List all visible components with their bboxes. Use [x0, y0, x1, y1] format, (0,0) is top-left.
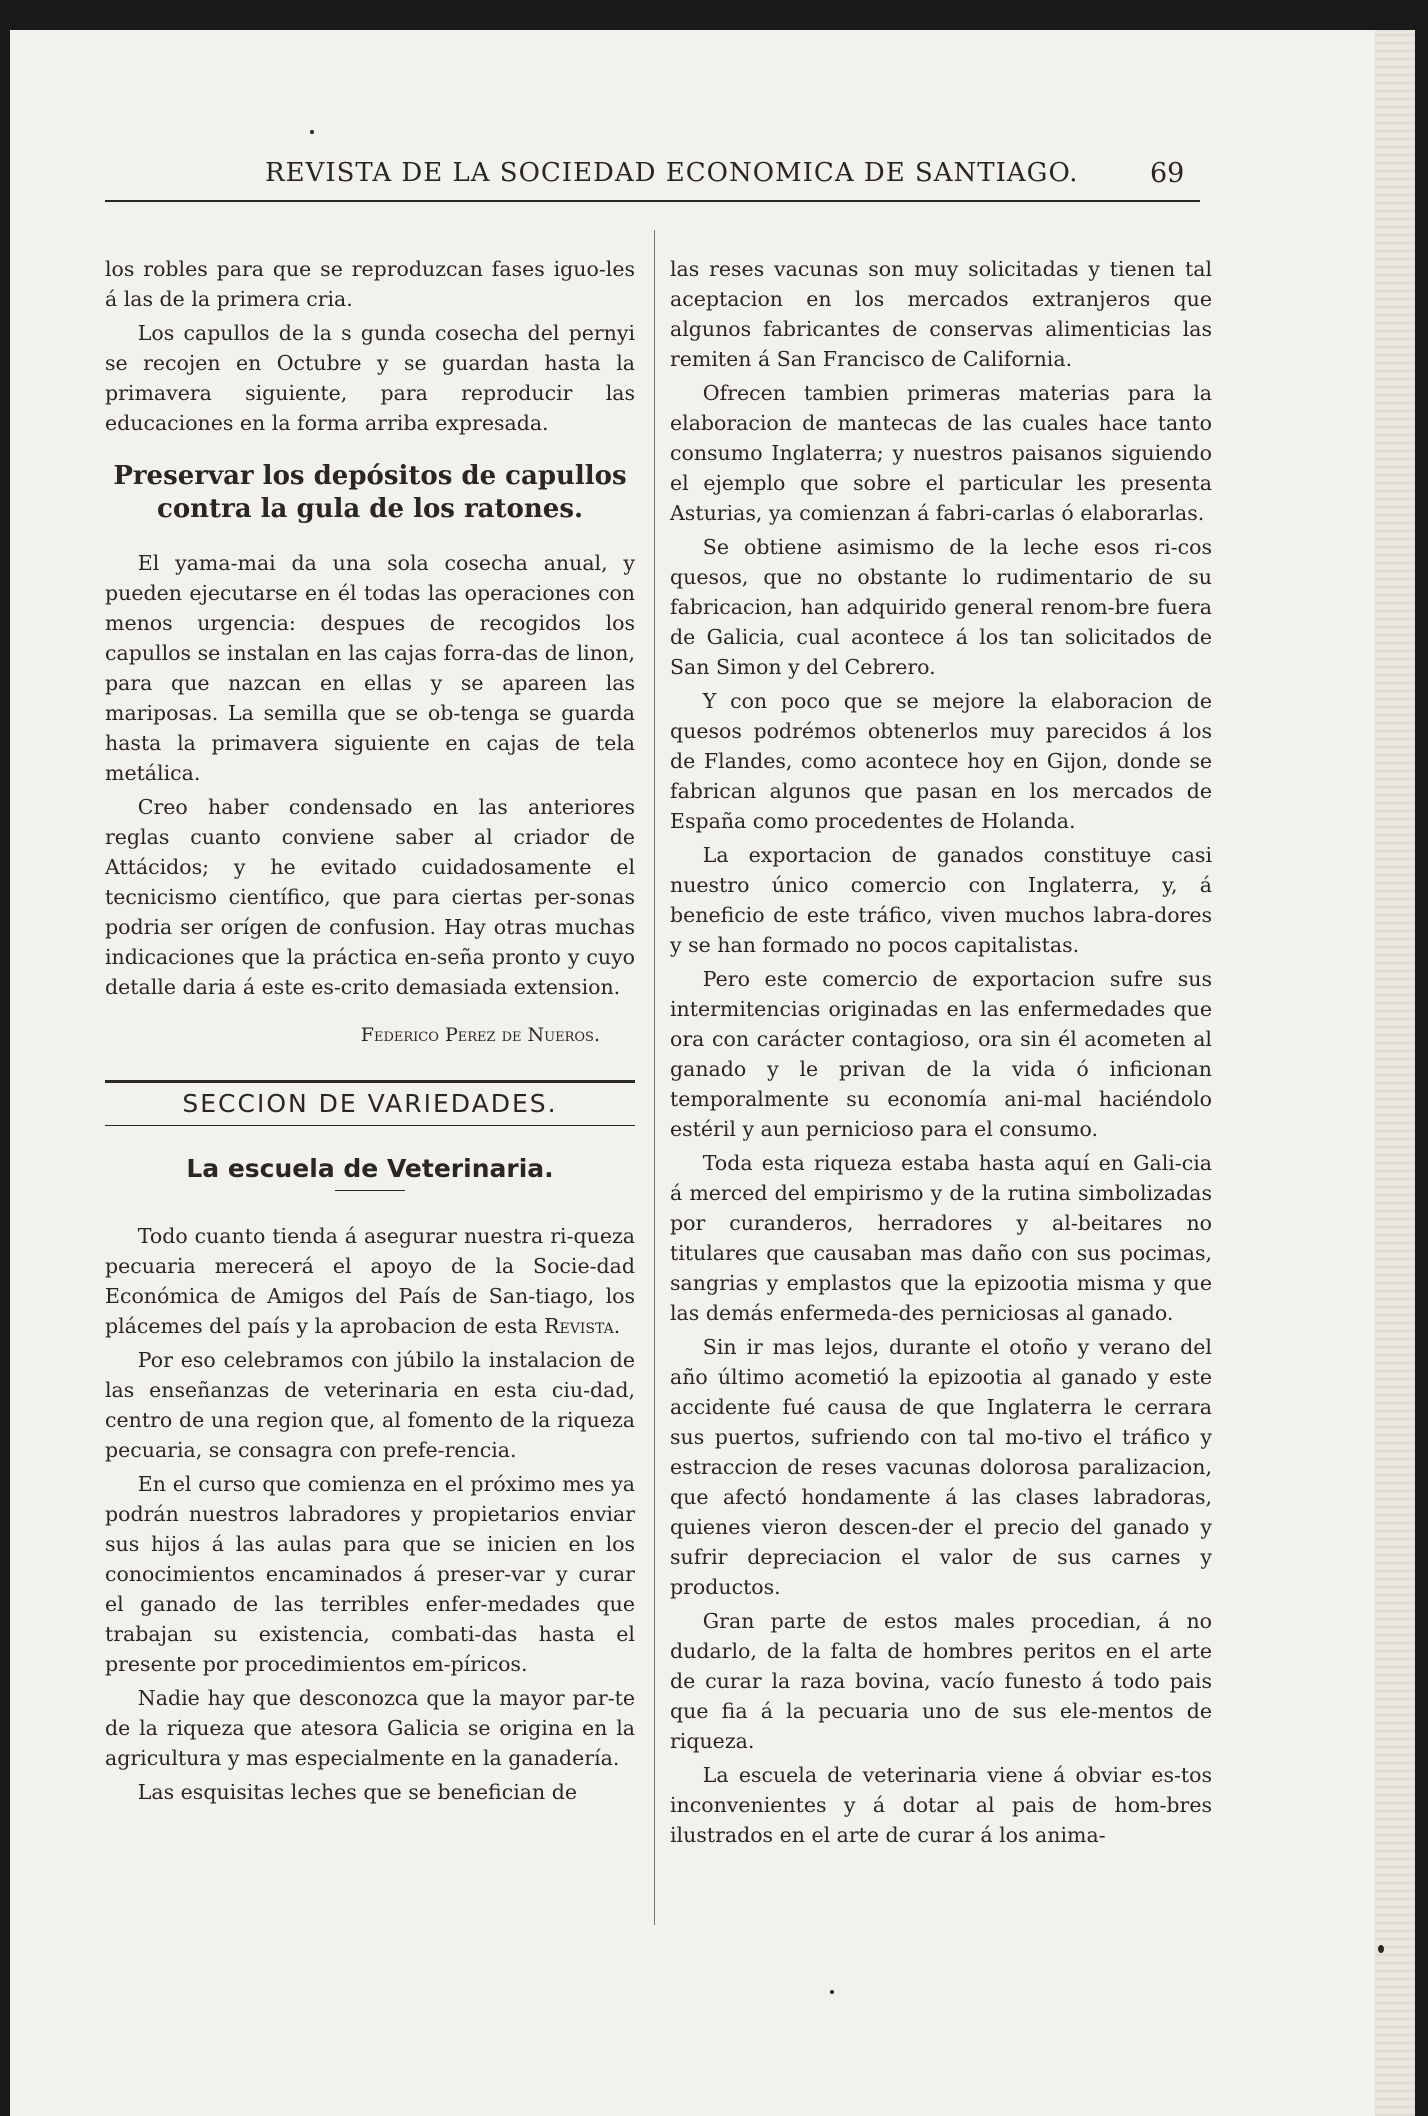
- section-rule-bottom: [105, 1125, 635, 1126]
- title-rule: [335, 1190, 405, 1191]
- subheading: Preservar los depósitos de capullos contra la gula de los ratones.: [113, 461, 627, 524]
- header-rule: [105, 200, 1200, 202]
- paragraph-text: Todo cuanto tienda á asegurar nuestra ri-queza pecuaria merecerá el apoyo de la Socie-dad Económica de Amigos del País de San-tiago, los plácemes del país y la aprobacion de esta: [105, 1224, 635, 1338]
- scanned-page: [10, 30, 1415, 2116]
- page-number: 69: [1150, 158, 1185, 189]
- print-speck: [310, 130, 314, 134]
- print-speck: [1378, 1945, 1384, 1953]
- section-rule-top: [105, 1080, 635, 1083]
- paragraph: El yama-mai da una sola cosecha anual, y pueden ejecutarse en él todas las operaciones con menos urgencia: despues de recogidos los capullos se instalan en las cajas forra-das de linon, para que nazcan en ellas y se apareen las mariposas. La semilla que se ob-tenga se guarda hasta la primavera siguiente en cajas de tela metálica.: [105, 551, 635, 785]
- article-title: La escuela de Veterinaria.: [186, 1154, 554, 1183]
- paragraph: Nadie hay que desconozca que la mayor par-te de la riqueza que atesora Galicia se origina en la agricultura y mas especialmente en la ganadería.: [105, 1686, 635, 1770]
- revista-name: Revista: [544, 1314, 614, 1338]
- paragraph: Se obtiene asimismo de la leche esos ri-cos quesos, que no obstante lo rudimentario de su fabricacion, han adquirido general renom-bre fuera de Galicia, cual acontece á los tan solicitados de San Simon y del Cebrero.: [670, 535, 1212, 679]
- paragraph: Creo haber condensado en las anteriores reglas cuanto conviene saber al criador de Attácidos; y he evitado cuidadosamente el tecnicismo científico, que para ciertas per-sonas podria ser orígen de confusion. Hay otras muchas indicaciones que la práctica en-seña pronto y cuyo detalle daria á este es-crito demasiada extension.: [105, 795, 635, 999]
- paragraph: La exportacion de ganados constituye casi nuestro único comercio con Inglaterra, y, á beneficio de este tráfico, viven muchos labra-dores y se han formado no pocos capitalistas.: [670, 843, 1212, 957]
- paragraph: las reses vacunas son muy solicitadas y tienen tal aceptacion en los mercados extranjeros que algunos fabricantes de conservas alimenticias las remiten á San Francisco de California.: [670, 257, 1212, 371]
- paragraph: Sin ir mas lejos, durante el otoño y verano del año último acometió la epizootia al ganado y este accidente fué causa de que Inglaterra le cerrara sus puertos, sufriendo con tal mo-tivo el tráfico y estraccion de reses vacunas dolorosa paralizacion, que afectó hondamente á las clases labradoras, quienes vieron descen-der el precio del ganado y sufrir depreciacion el valor de sus carnes y productos.: [670, 1335, 1212, 1599]
- running-head: REVISTA DE LA SOCIEDAD ECONOMICA DE SANTIAGO.: [265, 158, 1079, 188]
- right-column: [670, 254, 1212, 1854]
- paragraph: Toda esta riqueza estaba hasta aquí en Gali-cia á merced del empirismo y de la rutina simbolizadas por curanderos, herradores y al-beitares no titulares que causaban mas daño con sus pocimas, sangrias y emplastos que la epizootia misma y que las demás enfermeda-des perniciosas al ganado.: [670, 1151, 1212, 1325]
- paragraph: Pero este comercio de exportacion sufre sus intermitencias originadas en las enfermedades que ora con carácter contagioso, ora sin él acometen al ganado y le privan de la vida ó inficionan temporalmente su economía ani-mal haciéndolo estéril y aun pernicioso para el consumo.: [670, 967, 1212, 1141]
- paragraph: Los capullos de la s gunda cosecha del pernyi se recojen en Octubre y se guardan hasta la primavera siguiente, para reproducir las educaciones en la forma arriba expresada.: [105, 321, 635, 435]
- paragraph: La escuela de veterinaria viene á obviar es-tos inconvenientes y á dotar al pais de hom-bres ilustrados en el arte de curar á los anima-: [670, 1763, 1212, 1847]
- paragraph: los robles para que se reproduzcan fases iguo-les á las de la primera cria.: [105, 257, 635, 311]
- paragraph: Por eso celebramos con júbilo la instalacion de las enseñanzas de veterinaria en esta ciu-dad, centro de una region que, al fomento de la riqueza pecuaria, se consagra con prefe-rencia.: [105, 1348, 635, 1462]
- paragraph: Gran parte de estos males procedian, á no dudarlo, de la falta de hombres peritos en el arte de curar la raza bovina, vacío funesto á todo pais que fia á la pecuaria uno de sus ele-mentos de riqueza.: [670, 1609, 1212, 1753]
- paragraph: [105, 1221, 635, 1341]
- paragraph: Ofrecen tambien primeras materias para la elaboracion de mantecas de las cuales hace tanto consumo Inglaterra; y nuestros paisanos siguiendo el ejemplo que sobre el particular les presenta Asturias, ya comienzan á fabri-carlas ó elaborarlas.: [670, 381, 1212, 525]
- column-divider: [654, 230, 655, 1925]
- author-signature: Federico Perez de Nueros.: [360, 1024, 600, 1046]
- print-speck: [830, 1990, 834, 1994]
- section-heading: SECCION DE VARIEDADES.: [182, 1089, 558, 1118]
- paragraph-text: .: [613, 1314, 621, 1338]
- section-divider: [105, 1080, 635, 1126]
- paragraph: En el curso que comienza en el próximo mes ya podrán nuestros labradores y propietarios enviar sus hijos á las aulas para que se inicien en los conocimientos encaminados á preser-var y curar el ganado de las terribles enfer-medades que trabajan su existencia, combati-das hasta el presente por procedimientos em-píricos.: [105, 1472, 635, 1676]
- paragraph: Las esquisitas leches que se benefician de: [137, 1780, 577, 1804]
- left-column: [105, 254, 635, 1811]
- paragraph: Y con poco que se mejore la elaboracion de quesos podrémos obtenerlos muy parecidos á los de Flandes, como acontece hoy en Gijon, donde se fabrican algunos que pasan en los mercados de España como procedentes de Holanda.: [670, 689, 1212, 833]
- binding-edge: [1375, 30, 1415, 2116]
